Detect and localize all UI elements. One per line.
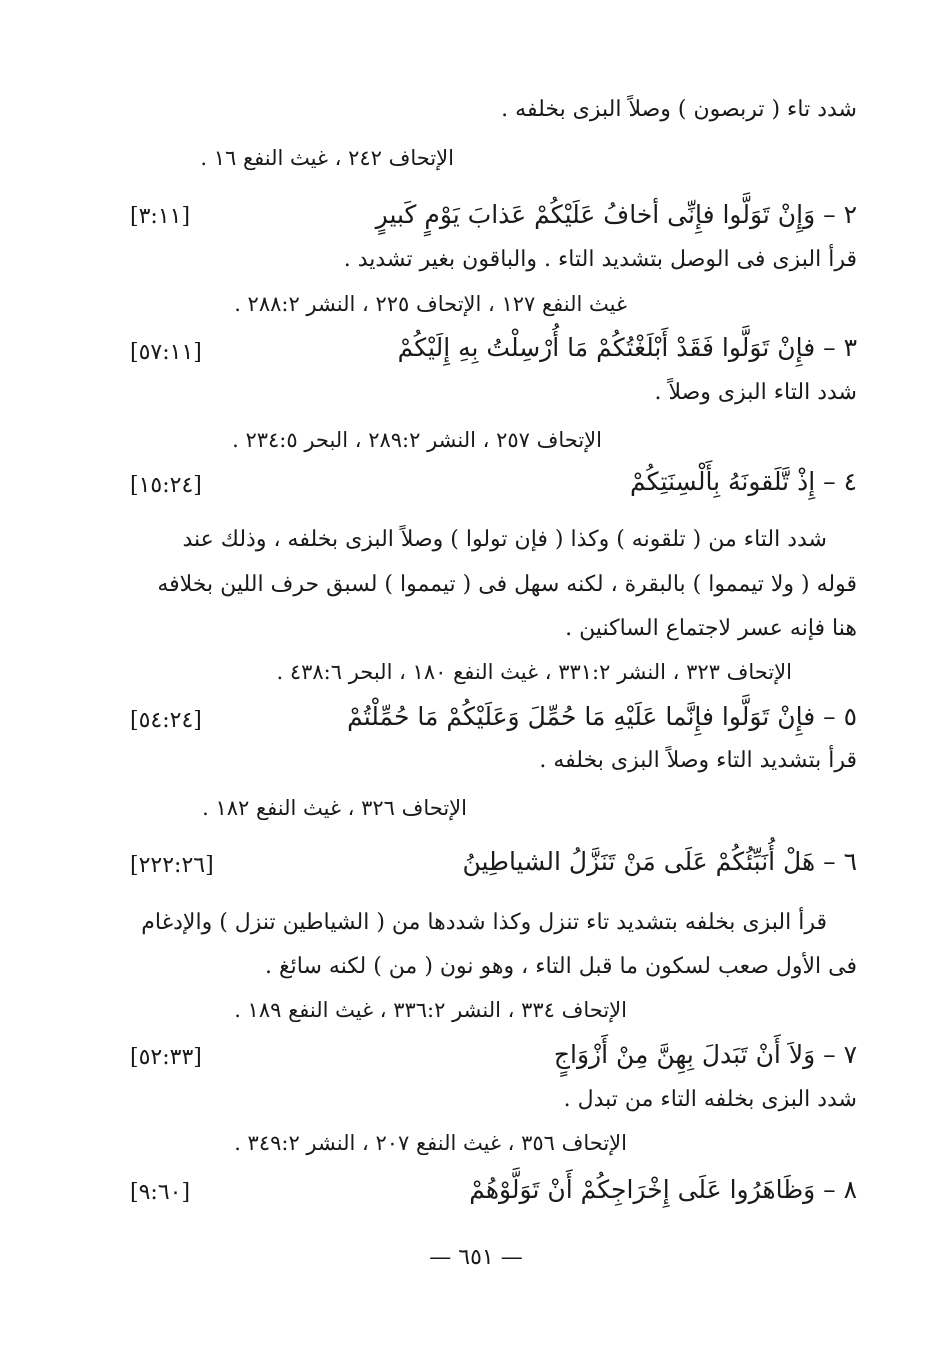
text-line: فى الأول صعب لسكون ما قبل التاء ، وهو نون ( من ) لكنه سائغ . — [264, 954, 857, 979]
verse-reference: [٣:١١] — [130, 204, 191, 229]
text-line: قرأ بتشديد التاء وصلاً البزى بخلفه . — [539, 748, 857, 773]
text-line: قرأ البزى بخلفه بتشديد تاء تنزل وكذا شددها من ( الشياطين تنزل ) والإدغام — [141, 910, 827, 935]
source-line: الإتحاف ٢٤٢ ، غيث النفع ١٦ . — [200, 146, 454, 170]
source-line: الإتحاف ٢٥٧ ، النشر ٢٨٩:٢ ، البحر ٢٣٤:٥ . — [232, 428, 602, 452]
source-line: الإتحاف ٣٥٦ ، غيث النفع ٢٠٧ ، النشر ٣٤٩:٢ . — [234, 1131, 627, 1155]
verse-reference: [٥٧:١١] — [130, 340, 202, 365]
source-line: الإتحاف ٣٢٣ ، النشر ٣٣١:٢ ، غيث النفع ١٨٠ ، البحر ٤٣٨:٦ . — [276, 660, 792, 684]
verse-line: ٤ – إِذْ تَّلَقونَهُ بِأَلْسِنَتِكُمْ — [630, 467, 857, 496]
text-line: شدد التاء البزى وصلاً . — [654, 380, 857, 405]
page-number: — ٦٥١ — — [429, 1245, 523, 1270]
text-line: قرأ البزى فى الوصل بتشديد التاء . والباقون بغير تشديد . — [343, 247, 857, 272]
verse-line: ٢ – وَإِنْ تَوَلَّوا فإِنِّى أخافُ عَلَيْكُمْ عَذابَ يَوْمٍ كَبيرٍ — [375, 200, 857, 229]
verse-reference: [٢٢٢:٢٦] — [130, 853, 214, 878]
source-line: الإتحاف ٣٣٤ ، النشر ٣٣٦:٢ ، غيث النفع ١٨٩ . — [234, 998, 627, 1022]
source-line: غيث النفع ١٢٧ ، الإتحاف ٢٢٥ ، النشر ٢٨٨:٢ . — [234, 292, 627, 316]
verse-reference: [١٥:٢٤] — [130, 473, 202, 498]
verse-reference: [٩:٦٠] — [130, 1180, 191, 1205]
verse-line: ٥ – فإِنْ تَوَلَّوا فإِنَّما عَلَيْهِ مَا حُمِّلَ وَعَلَيْكُمْ مَا حُمِّلْتُمْ — [347, 702, 857, 731]
verse-line: ٨ – وَظَاهَرُوا عَلَى إِخْرَاجِكُمْ أَنْ تَوَلَّوْهُمْ — [469, 1175, 857, 1204]
text-line: قوله ( ولا تيمموا ) بالبقرة ، لكنه سهل فى ( تيمموا ) لسبق حرف اللين بخلافه — [157, 572, 857, 597]
verse-line: ٦ – هَلْ أُنَبِّئُكُمْ عَلَى مَنْ تَنَزَّلُ الشياطِينُ — [462, 847, 857, 876]
verse-line: ٧ – وَلاَ أَنْ تَبَدلَ بِهِنَّ مِنْ أَزْوَاجٍ — [553, 1040, 857, 1069]
text-line: هنا فإنه عسر لاجتماع الساكنين . — [565, 616, 857, 641]
text-line: شدد تاء ( تربصون ) وصلاً البزى بخلفه . — [501, 97, 857, 122]
text-line: شدد التاء من ( تلقونه ) وكذا ( فإن تولوا ) وصلاً البزى بخلفه ، وذلك عند — [182, 527, 827, 552]
text-line: شدد البزى بخلفه التاء من تبدل . — [563, 1087, 857, 1112]
verse-reference: [٥٢:٣٣] — [130, 1045, 202, 1070]
verse-reference: [٥٤:٢٤] — [130, 708, 202, 733]
verse-line: ٣ – فإِنْ تَوَلَّوا فَقَدْ أَبْلَغْتُكُمْ مَا أُرْسِلْتُ بِهِ إِلَيْكُمْ — [397, 333, 857, 362]
source-line: الإتحاف ٣٢٦ ، غيث النفع ١٨٢ . — [202, 796, 467, 820]
